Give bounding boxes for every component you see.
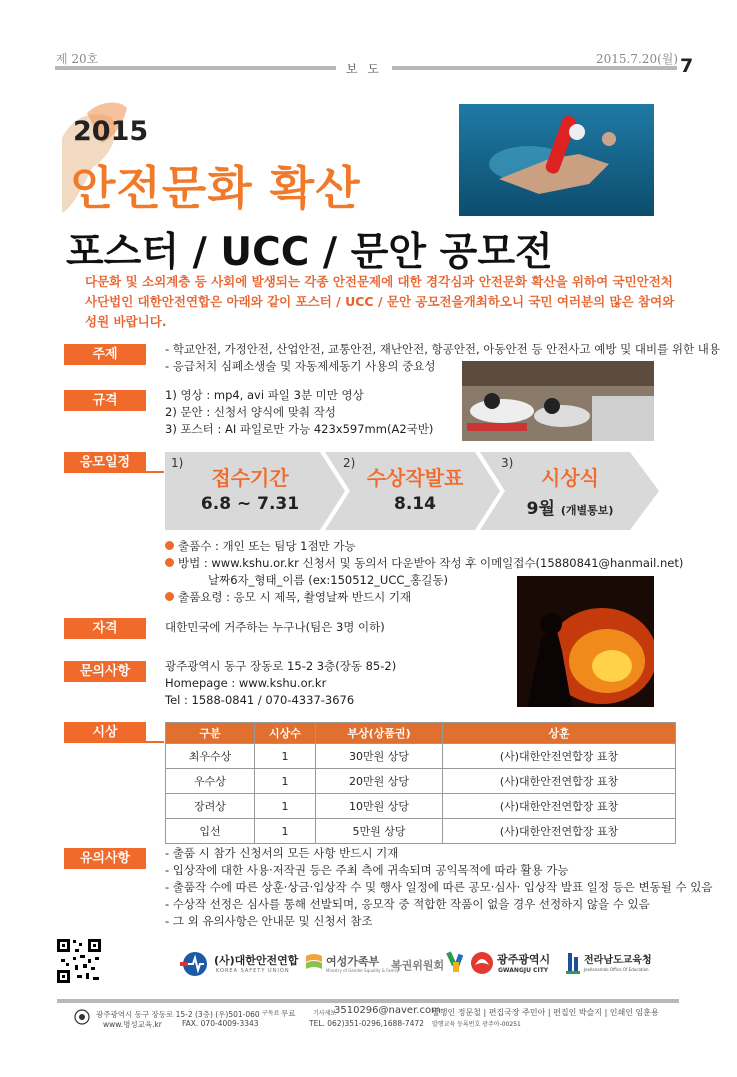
step-title: 수상작발표 — [366, 466, 464, 490]
table-cell: 30만원 상당 — [316, 744, 443, 769]
contact-line: Tel : 1588-0841 / 070-4337-3676 — [165, 693, 355, 707]
section-name: 보 도 — [336, 60, 392, 76]
bullet-dot-icon — [165, 592, 174, 601]
table-cell: (사)대한안전연합장 표창 — [443, 769, 676, 794]
contact-line: 광주광역시 동구 장동로 15-2 3층(장동 85-2) — [165, 659, 397, 673]
note-line: - 입상작에 대한 사용·저작권 등은 주최 측에 귀속되며 공익목적에 따라 활용 가능 — [165, 863, 569, 877]
fire-photo — [517, 576, 654, 707]
table-row — [166, 819, 676, 844]
issue-date: 2015.7.20(월) — [596, 52, 679, 66]
table-cell: 장려상 — [166, 794, 255, 819]
jeonnam-name-en: Jeollanamdo Office Of Education — [584, 967, 649, 972]
spec-line: 1) 영상 : mp4, avi 파일 3분 미만 영상 — [165, 388, 364, 402]
intro-line: 사단법인 대한안전연합은 아래와 같이 포스터 / UCC / 문안 공모전을개최하오니 국민 여러분의 많은 참여와 — [85, 294, 675, 309]
column-header: 부상(상품권) — [316, 723, 443, 744]
ksu-emblem-icon — [178, 950, 212, 978]
qr-code-icon[interactable] — [55, 937, 103, 985]
notes-text — [165, 845, 713, 930]
step-number: 1) — [171, 456, 184, 470]
schedule-label: 응모일정 — [64, 452, 146, 473]
footer-address: 광주광역시 동구 장동로 15-2 (3층) (우)501-060 — [96, 1010, 260, 1019]
intro-line: 다문화 및 소외계층 등 사회에 발생되는 각종 안전문제에 대한 경각심과 안전문화 확산을 위하여 국민안전처 — [85, 274, 673, 289]
bullet-text: 출품요령 : 응모 시 제목, 촬영날짜 반드시 기재 — [178, 590, 412, 604]
ksu-name: (사)대한안전연합 — [214, 954, 299, 967]
table-header-row — [166, 723, 676, 744]
column-header: 구분 — [166, 723, 255, 744]
awards-table — [165, 722, 676, 844]
contact-label: 문의사항 — [64, 661, 146, 682]
table-cell: 최우수상 — [166, 744, 255, 769]
gwangju-emblem-icon — [470, 951, 494, 975]
step-title: 접수기간 — [211, 466, 289, 490]
bullet-item — [165, 555, 683, 572]
page-title: 안전문화 확산 — [71, 161, 361, 215]
jeonnam-name: 전라남도교육청 — [584, 955, 652, 966]
sponsor-logos — [178, 948, 658, 980]
footer-web[interactable]: www.명성교육.kr — [103, 1020, 162, 1029]
column-header: 상훈 — [443, 723, 676, 744]
step-value: 6.8 ~ 7.31 — [200, 494, 300, 514]
qualification-label: 자격 — [64, 618, 146, 639]
table-row — [166, 794, 676, 819]
jeonnam-emblem-icon — [566, 951, 582, 975]
bullet-item — [165, 538, 683, 555]
jeonnam-logo — [566, 948, 658, 980]
bullet-dot-icon — [165, 541, 174, 550]
table-cell: 1 — [255, 744, 316, 769]
intro-line: 성원 바랍니다. — [85, 314, 167, 329]
topic-line: - 학교안전, 가정안전, 산업안전, 교통안전, 재난안전, 항공안전, 아동안전 등 안전사고 예방 및 대비를 위한 내용 — [165, 342, 720, 356]
gwangju-logo — [470, 948, 560, 980]
footer-email-label: 기사제보 — [313, 1010, 337, 1017]
spec-text — [165, 387, 433, 438]
spec-line: 3) 포스터 : AI 파일로만 가능 423x597mm(A2국반) — [165, 422, 434, 436]
bullet-text: 출품수 : 개인 또는 팀당 1점만 가능 — [178, 539, 356, 553]
intro-text — [85, 272, 685, 332]
step-value: 8.14 — [394, 494, 436, 514]
ksu-name-en: KOREA SAFETY UNION — [216, 968, 290, 974]
bullet-text: 방법 : www.kshu.or.kr 신청서 및 동의서 다운받아 작성 후 이메일접수(15880841@hanmail.net) — [178, 556, 684, 570]
issue-number: 제 20호 — [56, 52, 99, 66]
step-value-text: 9월 — [526, 499, 555, 519]
step-note: (개별통보) — [560, 504, 614, 517]
ksu-logo — [178, 948, 308, 980]
schedule-label-underline — [64, 471, 164, 473]
table-cell: 입선 — [166, 819, 255, 844]
gwangju-name: 광주광역시 — [497, 953, 551, 966]
column-header: 시상수 — [255, 723, 316, 744]
topic-label: 주제 — [64, 344, 146, 365]
table-cell: 우수상 — [166, 769, 255, 794]
footer-fax: FAX. 070-4009-3343 — [182, 1019, 259, 1028]
title-year: 2015 — [73, 116, 149, 147]
schedule-steps — [165, 452, 659, 530]
welfare-logo — [391, 948, 466, 980]
contact-text — [165, 658, 396, 709]
table-row — [166, 744, 676, 769]
mogef-name: 여성가족부 — [326, 955, 380, 968]
footer-tel: TEL. 062)351-0296,1688-7472 — [309, 1019, 424, 1028]
table-cell: (사)대한안전연합장 표창 — [443, 794, 676, 819]
footer-registration: 발행교육 등록번호 광주아-00251 — [432, 1021, 521, 1028]
table-cell: 5만원 상당 — [316, 819, 443, 844]
step-title: 시상식 — [541, 466, 599, 490]
rescue-swim-photo — [459, 104, 654, 216]
note-line: - 수상작 선정은 심사를 통해 선발되며, 응모작 중 적합한 작품이 없을 경우 선정하지 않을 수 있음 — [165, 897, 650, 911]
note-line: - 그 외 유의사항은 안내문 및 신청서 참조 — [165, 914, 373, 928]
table-cell: (사)대한안전연합장 표창 — [443, 819, 676, 844]
mogef-name-en: Ministry of Gender Equality & Family — [326, 968, 400, 973]
qualification-text: 대한민국에 거주하는 누구나(팀은 3명 이하) — [165, 620, 385, 634]
page-subtitle: 포스터 / UCC / 문안 공모전 — [66, 230, 553, 275]
table-cell: 10만원 상당 — [316, 794, 443, 819]
table-cell: 20만원 상당 — [316, 769, 443, 794]
contact-line: Homepage : www.kshu.or.kr — [165, 676, 327, 690]
step-number: 2) — [343, 456, 356, 470]
footer-publisher: 발행인 정문철 | 편집국장 주민아 | 편집인 박슬지 | 인쇄인 임훈용 — [432, 1008, 659, 1017]
mogef-emblem-icon — [304, 952, 324, 974]
notes-label: 유의사항 — [64, 848, 146, 869]
awards-label: 시상 — [64, 722, 146, 743]
footer-rule — [57, 999, 679, 1003]
step-value — [495, 494, 645, 519]
bullet-dot-icon — [165, 558, 174, 567]
bullet-continuation: 날짜6자_형태_이름 (ex:150512_UCC_홍길동) — [208, 573, 448, 587]
table-cell: 1 — [255, 769, 316, 794]
spec-label: 규격 — [64, 390, 146, 411]
mogef-logo — [304, 948, 400, 980]
footer-price-label: 구독료 — [262, 1010, 280, 1017]
step-number: 3) — [501, 456, 514, 470]
welfare-name: 복권위원회 — [391, 959, 445, 972]
cpr-training-photo — [462, 361, 654, 441]
note-line: - 출품 시 참가 신청서의 모든 사항 반드시 기재 — [165, 846, 399, 860]
spec-line: 2) 문안 : 신청서 양식에 맞춰 작성 — [165, 405, 336, 419]
welfare-emblem-icon — [445, 950, 467, 974]
gwangju-name-en: GWANGJU CITY — [498, 967, 549, 974]
footer-price: 무료 — [281, 1009, 296, 1018]
newspaper-emblem-icon — [74, 1009, 90, 1025]
table-cell: 1 — [255, 819, 316, 844]
table-cell: 1 — [255, 794, 316, 819]
table-row — [166, 769, 676, 794]
awards-label-underline — [64, 741, 164, 743]
topic-line: - 응급처치 심폐소생술 및 자동제세동기 사용의 중요성 — [165, 359, 436, 373]
footer-email[interactable]: 3510296@naver.com — [334, 1005, 441, 1016]
table-cell: (사)대한안전연합장 표창 — [443, 744, 676, 769]
note-line: - 출품작 수에 따른 상훈·상금·입상작 수 및 행사 일정에 따른 공모·심사· 입상작 발표 일정 등은 변동될 수 있음 — [165, 880, 713, 894]
page-number: 7 — [680, 55, 694, 77]
